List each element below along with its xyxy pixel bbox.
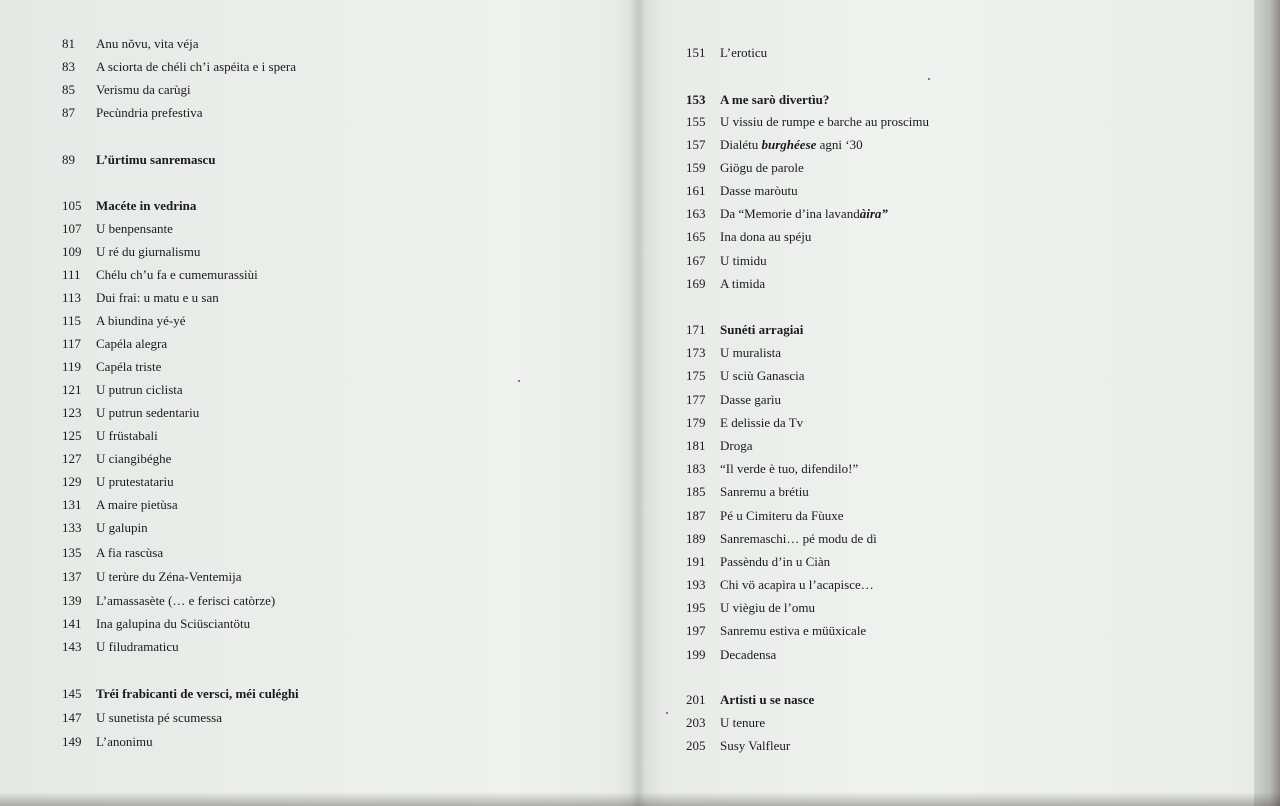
entry-title: Dasse garìu: [720, 392, 782, 407]
toc-section-heading: [686, 692, 814, 708]
entry-page-number: 173: [686, 345, 706, 360]
entry-page-number: 151: [686, 45, 706, 60]
toc-entry: [62, 734, 153, 750]
book-spine: [630, 0, 646, 806]
toc-entry: [62, 593, 275, 609]
entry-title: E delissie da Tv: [720, 415, 804, 430]
entry-title-emphasis: àira”: [859, 206, 888, 221]
entry-title: Ina dona au spéju: [720, 229, 812, 244]
entry-page-number: 89: [62, 152, 75, 167]
entry-title: Decadensa: [720, 647, 777, 662]
entry-page-number: 181: [686, 438, 706, 453]
entry-title: Pecùndria prefestiva: [96, 105, 203, 120]
entry-title-emphasis: burghéese: [761, 137, 817, 152]
toc-entry: [62, 616, 250, 632]
toc-entry: [62, 382, 183, 398]
entry-page-number: 117: [62, 336, 82, 351]
entry-title: L’anonimu: [96, 734, 153, 749]
entry-page-number: 159: [686, 160, 706, 175]
entry-title: Macéte in vedrina: [96, 198, 197, 213]
entry-title: Chélu ch’u fa e cumemurassiùi: [96, 267, 258, 282]
entry-title: U terùre du Zéna-Ventemija: [96, 569, 242, 584]
entry-page-number: 185: [686, 484, 706, 499]
entry-title: Sunéti arragiai: [720, 322, 804, 337]
entry-page-number: 191: [686, 554, 706, 569]
entry-title: “Il verde è tuo, difendilo!”: [720, 461, 859, 476]
toc-entry: [62, 290, 219, 306]
entry-title: U sunetista pé scumessa: [96, 710, 223, 725]
entry-page-number: 193: [686, 577, 706, 592]
entry-title: U ciangibéghe: [96, 451, 172, 466]
toc-entry: [62, 405, 199, 421]
entry-title: U ré du giurnalismu: [96, 244, 201, 259]
toc-section-heading: [686, 322, 803, 338]
toc-entry: [686, 229, 811, 245]
entry-page-number: 109: [62, 244, 82, 259]
entry-title: L’eroticu: [720, 45, 768, 60]
entry-title: U benpensante: [96, 221, 173, 236]
toc-section-heading: [686, 92, 829, 108]
toc-entry: [686, 600, 815, 616]
entry-page-number: 157: [686, 137, 706, 152]
toc-entry: [62, 569, 241, 585]
entry-page-number: 87: [62, 105, 75, 120]
entry-title: Dasse maròutu: [720, 183, 798, 198]
entry-title: U putrun ciclista: [96, 382, 183, 397]
toc-entry: [62, 639, 179, 655]
entry-title: A fia rascùsa: [96, 545, 164, 560]
toc-entry: [686, 438, 753, 454]
entry-page-number: 83: [62, 59, 75, 74]
entry-page-number: 169: [686, 276, 706, 291]
toc-entry: [686, 415, 803, 431]
toc-entry: [686, 392, 781, 408]
entry-page-number: 123: [62, 405, 82, 420]
right-page: [646, 0, 1256, 806]
toc-entry: [62, 428, 158, 444]
entry-title: L’amassasète (… e ferisci catòrze): [96, 593, 276, 608]
entry-page-number: 149: [62, 734, 82, 749]
entry-page-number: 197: [686, 623, 706, 638]
entry-page-number: 153: [686, 92, 706, 107]
toc-entry: [686, 253, 767, 269]
entry-title: Capéla triste: [96, 359, 162, 374]
entry-title: U muralista: [720, 345, 782, 360]
entry-title: A me sarò divertìu?: [720, 92, 830, 107]
toc-entry: [686, 461, 858, 477]
entry-title: A timida: [720, 276, 766, 291]
toc-entry: [62, 451, 171, 467]
toc-entry: [686, 738, 790, 754]
toc-entry: [686, 623, 866, 639]
toc-entry: [62, 497, 178, 513]
toc-entry: [686, 45, 767, 61]
entry-page-number: 165: [686, 229, 706, 244]
entry-title: U sciù Ganascia: [720, 368, 805, 383]
entry-page-number: 107: [62, 221, 82, 236]
entry-page-number: 187: [686, 508, 706, 523]
entry-page-number: 133: [62, 520, 82, 535]
entry-title: U prutestatariu: [96, 474, 174, 489]
entry-title: Anu nŏvu, vita véja: [96, 36, 199, 51]
toc-entry: [686, 345, 781, 361]
entry-page-number: 195: [686, 600, 706, 615]
toc-entry: [686, 160, 804, 176]
toc-entry: [62, 520, 148, 536]
entry-page-number: 163: [686, 206, 706, 221]
toc-entry: [686, 114, 929, 130]
entry-page-number: 111: [62, 267, 81, 282]
toc-entry: [62, 59, 296, 75]
entry-page-number: 119: [62, 359, 82, 374]
entry-page-number: 129: [62, 474, 82, 489]
entry-page-number: 177: [686, 392, 706, 407]
entry-title: U früstabali: [96, 428, 158, 443]
entry-title: Giögu de parole: [720, 160, 804, 175]
entry-title: U viègiu de l’omu: [720, 600, 815, 615]
print-speck: [928, 78, 930, 80]
entry-title: U tenure: [720, 715, 766, 730]
entry-page-number: 127: [62, 451, 82, 466]
entry-title: Ina galupina du Sciüsciantötu: [96, 616, 251, 631]
entry-page-number: 203: [686, 715, 706, 730]
toc-entry: [62, 710, 222, 726]
print-speck: [518, 380, 520, 382]
entry-page-number: 135: [62, 545, 82, 560]
entry-page-number: 137: [62, 569, 82, 584]
entry-title-part: Dialétu: [720, 137, 762, 152]
toc-entry: [686, 715, 765, 731]
entry-page-number: 143: [62, 639, 82, 654]
toc-entry: [686, 368, 804, 384]
entry-title: L’ürtimu sanremascu: [96, 152, 216, 167]
toc-entry: [686, 206, 888, 222]
entry-title: U vissiu de rumpe e barche au proscimu: [720, 114, 930, 129]
entry-page-number: 205: [686, 738, 706, 753]
entry-title: Susy Valfleur: [720, 738, 791, 753]
entry-title: Sanremu estiva e müüxicale: [720, 623, 867, 638]
entry-title: Sanremaschi… pé modu de dì: [720, 531, 877, 546]
entry-page-number: 141: [62, 616, 82, 631]
entry-title: A biundina yé-yé: [96, 313, 186, 328]
toc-entry: [62, 336, 167, 352]
entry-title: Droga: [720, 438, 753, 453]
entry-title-part: agni ‘30: [816, 137, 863, 152]
entry-title: U putrun sedentariu: [96, 405, 200, 420]
entry-title: Verismu da carùgi: [96, 82, 191, 97]
toc-entry: [62, 267, 258, 283]
entry-title: Chi vö acapìra u l’acapisce…: [720, 577, 874, 592]
entry-title: Passèndu d’in u Ciàn: [720, 554, 831, 569]
toc-entry: [62, 545, 163, 561]
entry-page-number: 201: [686, 692, 706, 707]
toc-entry: [62, 244, 200, 260]
toc-entry: [686, 484, 809, 500]
toc-entry: [686, 531, 877, 547]
entry-title: A sciorta de chéli ch’i aspéita e i spera: [96, 59, 296, 74]
toc-entry: [62, 221, 173, 237]
toc-entry: [686, 554, 830, 570]
entry-page-number: 179: [686, 415, 706, 430]
entry-page-number: 105: [62, 198, 82, 213]
entry-page-number: 161: [686, 183, 706, 198]
toc-entry: [62, 36, 199, 52]
toc-entry: [686, 577, 874, 593]
entry-page-number: 155: [686, 114, 706, 129]
book-bottom-shadow: [0, 792, 1280, 806]
entry-title: Sanremu a brétiu: [720, 484, 809, 499]
entry-title: Artisti u se nasce: [720, 692, 815, 707]
toc-entry: [686, 183, 798, 199]
toc-entry: [686, 647, 776, 663]
toc-section-heading: [62, 198, 196, 214]
entry-title: U timidu: [720, 253, 767, 268]
entry-page-number: 81: [62, 36, 75, 51]
entry-page-number: 167: [686, 253, 706, 268]
entry-title: Dui frai: u matu e u san: [96, 290, 219, 305]
entry-page-number: 147: [62, 710, 82, 725]
entry-page-number: 121: [62, 382, 82, 397]
entry-page-number: 171: [686, 322, 706, 337]
entry-title: Pé u Cimiteru da Fùuxe: [720, 508, 844, 523]
toc-entry: [686, 508, 844, 524]
entry-page-number: 115: [62, 313, 82, 328]
toc-section-heading: [62, 152, 216, 168]
entry-page-number: 139: [62, 593, 82, 608]
entry-page-number: 145: [62, 686, 82, 701]
entry-title: U galupin: [96, 520, 148, 535]
toc-section-heading: [62, 686, 299, 702]
entry-page-number: 113: [62, 290, 82, 305]
print-speck: [666, 712, 668, 714]
toc-entry: [62, 105, 202, 121]
toc-entry: [62, 313, 186, 329]
entry-title-part: Da “Memorie d’ina lavand: [720, 206, 860, 221]
entry-page-number: 199: [686, 647, 706, 662]
entry-page-number: 183: [686, 461, 706, 476]
entry-title: Tréi frabicanti de versci, méi culéghi: [96, 686, 299, 701]
entry-page-number: 85: [62, 82, 75, 97]
entry-page-number: 175: [686, 368, 706, 383]
toc-entry: [686, 276, 765, 292]
toc-entry: [62, 82, 191, 98]
toc-entry: [686, 137, 863, 153]
entry-title: A maire pietùsa: [96, 497, 178, 512]
entry-page-number: 131: [62, 497, 82, 512]
toc-entry: [62, 474, 174, 490]
toc-entry: [62, 359, 161, 375]
entry-page-number: 189: [686, 531, 706, 546]
entry-title: Capéla alegra: [96, 336, 168, 351]
left-page: [0, 0, 630, 806]
entry-page-number: 125: [62, 428, 82, 443]
entry-title: U filudramaticu: [96, 639, 179, 654]
book-edge: [1254, 0, 1280, 806]
